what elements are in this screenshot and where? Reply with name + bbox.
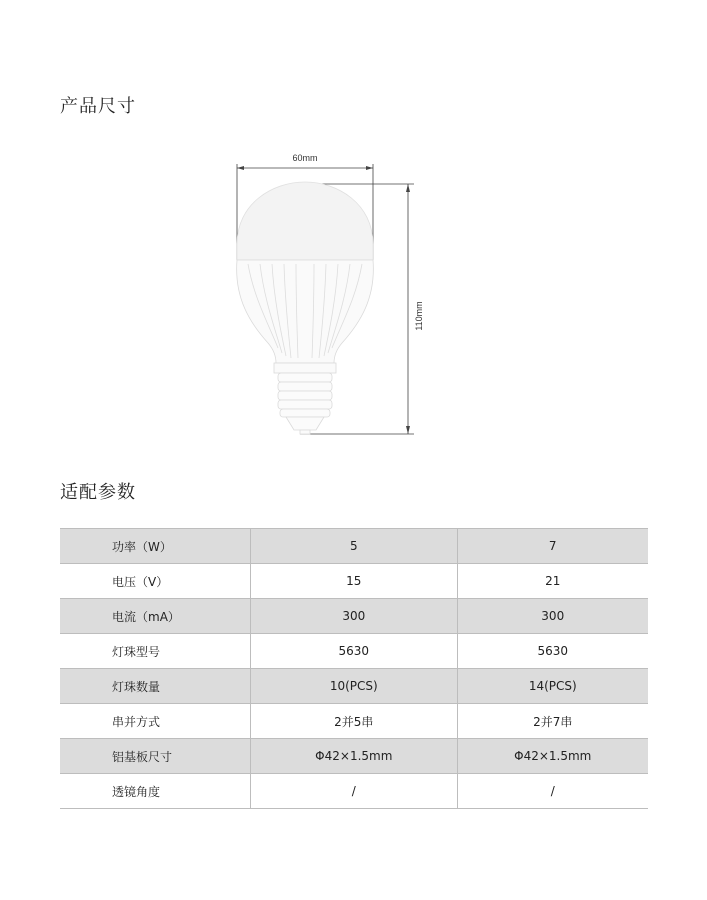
table-row (60, 774, 648, 809)
width-dimension-label: 60mm (292, 153, 318, 163)
table-row (60, 529, 648, 564)
row-value-2: Φ42×1.5mm (457, 739, 648, 774)
row-label: 灯珠型号 (60, 634, 251, 669)
row-value-1: 15 (251, 564, 457, 599)
row-value-2: 14(PCS) (457, 669, 648, 704)
row-value-1: 300 (251, 599, 457, 634)
row-label: 电压（V） (60, 564, 251, 599)
row-label: 串并方式 (60, 704, 251, 739)
table-row (60, 599, 648, 634)
row-value-1: 2并5串 (251, 704, 457, 739)
table-row (60, 739, 648, 774)
table-row (60, 704, 648, 739)
section-title-parameters: 适配参数 (60, 482, 136, 503)
row-label: 电流（mA） (60, 599, 251, 634)
row-value-1: 10(PCS) (251, 669, 457, 704)
row-value-2: 300 (457, 599, 648, 634)
row-label: 灯珠数量 (60, 669, 251, 704)
height-dimension-label: 110mm (414, 301, 424, 331)
row-label: 铝基板尺寸 (60, 739, 251, 774)
row-value-2: 7 (457, 529, 648, 564)
row-label: 透镜角度 (60, 774, 251, 809)
table-row (60, 669, 648, 704)
bulb-dimension-diagram (220, 148, 450, 448)
section-title-product-size: 产品尺寸 (60, 96, 136, 117)
table-row (60, 564, 648, 599)
parameters-table (60, 528, 648, 809)
row-value-1: / (251, 774, 457, 809)
row-value-2: 5630 (457, 634, 648, 669)
bulb-drawing (220, 148, 450, 448)
row-value-2: / (457, 774, 648, 809)
table-row (60, 634, 648, 669)
row-label: 功率（W） (60, 529, 251, 564)
row-value-1: 5 (251, 529, 457, 564)
row-value-2: 2并7串 (457, 704, 648, 739)
row-value-1: Φ42×1.5mm (251, 739, 457, 774)
row-value-1: 5630 (251, 634, 457, 669)
row-value-2: 21 (457, 564, 648, 599)
